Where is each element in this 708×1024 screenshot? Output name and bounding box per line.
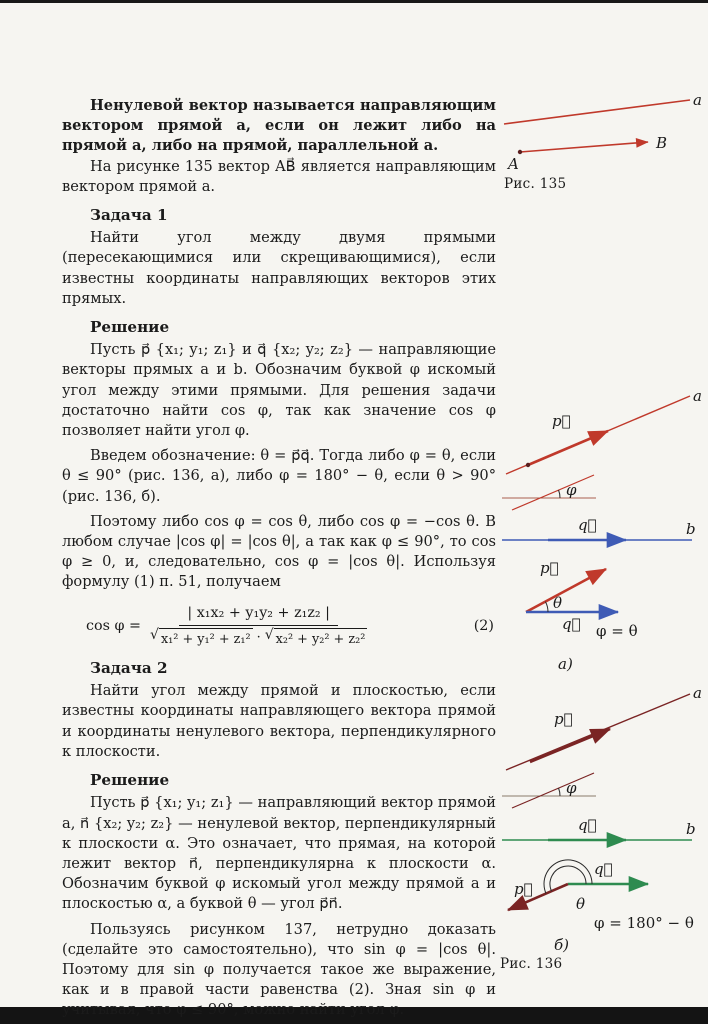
equation-phi-theta: φ = θ	[596, 622, 638, 640]
vector-q-label: q⃗	[578, 516, 597, 534]
dot-separator: ·	[256, 629, 261, 645]
formula-fraction	[150, 603, 367, 650]
paragraph-solution1-2: Введем обозначение: θ = p⃗q⃗. Тогда либо φ = θ, если θ ≤ 90° (рис. 136, а), либо φ = 180° − θ, если θ > 90° (рис. 136, б).	[62, 447, 496, 505]
angle-phi-label: φ	[566, 481, 577, 499]
figure-136a	[502, 388, 702, 673]
figure-136b	[502, 684, 702, 954]
angle-theta-label: θ	[553, 594, 563, 612]
figure-136-drawing	[496, 388, 708, 954]
formula-numerator: | x₁x₂ + y₁y₂ + z₁z₂ |	[179, 603, 338, 626]
formula-2	[62, 603, 496, 650]
vector-p	[530, 729, 610, 762]
angle-transversal	[512, 475, 594, 510]
paragraph-solution1-3: Поэтому либо cos φ = cos θ, либо cos φ = −cos θ. В любом случае |cos φ| = |cos θ|, а так как φ ≤ 90°, то cos φ ≥ 0, и, следовательно, cos φ = |cos θ|. Используя формулу (1) п. 51, получаем	[62, 512, 496, 591]
paragraph-task-1: Найти угол между двумя прямыми (пересекающимися или скрещивающимися), если известны координаты направляющих векторов этих прямых.	[62, 229, 496, 307]
vector-p-tail-dot	[526, 463, 530, 467]
text-column	[62, 96, 496, 1021]
vector-ab	[520, 142, 648, 152]
line-a-label: a	[693, 94, 702, 109]
angle-arc-phi	[559, 788, 561, 796]
line-a-label: a	[693, 388, 702, 405]
point-a-label: A	[508, 155, 519, 173]
line-a	[504, 100, 690, 124]
angle-arc-theta	[545, 602, 548, 612]
line-b-label: b	[686, 520, 696, 538]
radical-sign: √	[150, 626, 159, 643]
vector-p-origin	[526, 569, 606, 612]
vector-p-label: p⃗	[552, 412, 571, 430]
heading-solution-1: Решение	[90, 318, 170, 337]
point-b-label: B	[656, 134, 668, 152]
paragraph-definition: Ненулевой вектор называется направляющим вектором прямой a, если он лежит либо на прямой a, либо на прямой, параллельной a.	[62, 97, 496, 155]
equation-phi-180-theta: φ = 180° − θ	[594, 914, 694, 932]
paragraph-fig135-reference: На рисунке 135 вектор AB⃗ является направляющим вектором прямой a.	[62, 157, 496, 195]
angle-phi-label: φ	[566, 779, 577, 797]
vector-p	[528, 431, 608, 465]
vector-q-origin-label: q⃗	[594, 860, 613, 878]
subfigure-a-label: а)	[558, 655, 573, 673]
angle-transversal	[512, 773, 594, 808]
angle-arc-phi	[559, 490, 561, 498]
point-a-dot	[518, 150, 522, 154]
radicand-2: x₂² + y₂² + z₂²	[274, 628, 368, 650]
vector-q-origin-label: q⃗	[562, 615, 581, 633]
figure-136-caption: Рис. 136	[500, 956, 563, 972]
paragraph-solution2-1: Пусть p⃗ {x₁; y₁; z₁} — направляющий вектор прямой a, n⃗ {x₂; y₂; z₂} — ненулевой вектор, перпендикулярный к плоскости α. Это означает, что прямая, на которой лежит вектор n⃗, перпендикулярна к плоскости α. Обозначим буквой φ искомый угол между прямой a и плоскостью α, а буквой θ — угол p⃗n⃗.	[62, 794, 496, 913]
line-a-label: a	[693, 684, 702, 702]
figure-135-caption: Рис. 135	[504, 176, 567, 192]
heading-task-1: Задача 1	[90, 206, 168, 225]
formula-lhs: cos φ =	[86, 618, 142, 635]
line-b-label: b	[686, 820, 696, 838]
vector-p-origin-label: p⃗	[514, 880, 533, 898]
radical-sign: √	[264, 626, 274, 643]
figure-135	[500, 94, 704, 192]
formula-denominator	[150, 626, 367, 650]
radicand-1: x₁² + y₁² + z₁²	[159, 628, 253, 650]
heading-solution-2: Решение	[90, 771, 170, 790]
vector-p-label: p⃗	[554, 710, 573, 728]
figure-136	[496, 388, 708, 972]
heading-task-2: Задача 2	[90, 659, 168, 678]
vector-p-origin-label: p⃗	[540, 559, 559, 577]
equation-number: (2)	[473, 618, 494, 635]
paragraph-solution1-1: Пусть p⃗ {x₁; y₁; z₁} и q⃗ {x₂; y₂; z₂} — направляющие векторы прямых a и b. Обозначим буквой φ искомый угол между этими прямыми. Для решения задачи достаточно найти cos φ, так как значение cos φ позволяет найти угол φ.	[62, 341, 496, 440]
paragraph-solution2-2: Пользуясь рисунком 137, нетрудно доказать (сделайте это самостоятельно), что sin φ = |cos θ|. Поэтому для sin φ получается такое же выражение, как и в правой части равенства (2). Зная sin φ и учитывая, что φ ≤ 90°, можно найти угол φ.	[62, 920, 496, 1019]
angle-theta-label: θ	[576, 895, 586, 913]
vector-q-label: q⃗	[578, 816, 597, 834]
angle-arc-theta-inner	[550, 866, 586, 891]
subfigure-b-label: б)	[554, 936, 570, 954]
paragraph-task-2: Найти угол между прямой и плоскостью, если известны координаты направляющего вектора прямой и координаты ненулевого вектора, перпендикулярного к плоскости.	[62, 682, 496, 760]
line-a	[506, 694, 690, 770]
figure-135-drawing	[500, 94, 704, 174]
scan-edge-top	[0, 0, 708, 3]
